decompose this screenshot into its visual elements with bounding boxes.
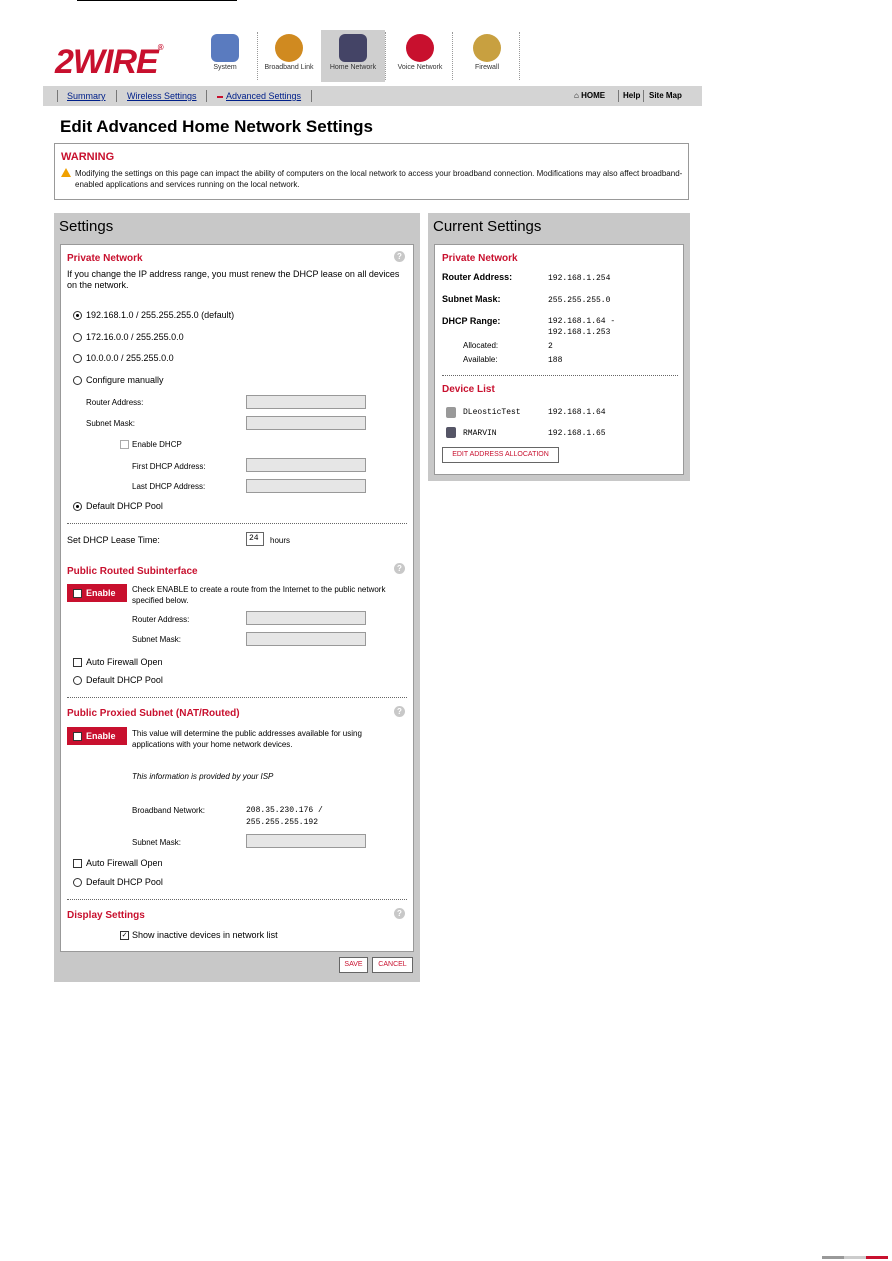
help-link[interactable]: Help [623, 91, 641, 100]
display-settings-heading: Display Settings [67, 910, 145, 921]
routed-subnet-label: Subnet Mask: [132, 635, 181, 644]
router-address-label: Router Address: [86, 398, 144, 407]
settings-body [60, 244, 414, 952]
current-settings-title: Current Settings [433, 218, 542, 235]
nav-divider [311, 90, 312, 102]
tab-broadband-link[interactable]: Broadband Link [257, 30, 321, 82]
tab-voice-network[interactable]: Voice Network [388, 30, 452, 82]
last-dhcp-label: Last DHCP Address: [132, 482, 206, 491]
footer-bar [844, 1256, 866, 1259]
section-divider [67, 899, 407, 900]
radio-configure-manually[interactable] [73, 376, 82, 385]
router-address-input[interactable] [246, 395, 366, 409]
tab-home-network[interactable]: Home Network [321, 30, 385, 82]
radio-label: 172.16.0.0 / 255.255.0.0 [86, 332, 184, 342]
settings-panel [54, 213, 420, 982]
radio-range-192[interactable] [73, 311, 82, 320]
wireless-settings-link[interactable]: Wireless Settings [127, 91, 197, 101]
tab-firewall[interactable]: Firewall [455, 30, 519, 82]
tab-separator [519, 32, 520, 80]
edit-address-allocation-button[interactable]: EDIT ADDRESS ALLOCATION [442, 447, 559, 463]
routed-description: Check ENABLE to create a route from the Internet to the public network specified below. [132, 585, 386, 605]
broadband-network-label: Broadband Network: [132, 806, 205, 815]
subnet-mask-label: Subnet Mask: [86, 419, 135, 428]
routed-auto-firewall-checkbox[interactable] [73, 658, 82, 667]
broadband-network-mask: 255.255.255.192 [246, 818, 319, 827]
lease-time-input[interactable]: 24 [246, 532, 264, 546]
globe-icon [275, 34, 303, 62]
warning-title: WARNING [61, 151, 115, 163]
first-dhcp-label: First DHCP Address: [132, 462, 206, 471]
allocated-value: 2 [548, 342, 553, 351]
summary-link[interactable]: Summary [67, 91, 106, 101]
warning-text: Modifying the settings on this page can impact the ability of computers on the local network to access your broadband connection. Modifications may also affect broadband-enabled applications and services running on the local network. [75, 169, 683, 189]
radio-label: 192.168.1.0 / 255.255.255.0 (default) [86, 310, 235, 320]
subnet-mask-input[interactable] [246, 416, 366, 430]
show-inactive-label: Show inactive devices in network list [132, 930, 278, 940]
nav-divider [116, 90, 117, 102]
router-address-label: Router Address: [442, 272, 513, 282]
help-icon[interactable]: ? [394, 251, 405, 262]
current-settings-body [434, 244, 684, 475]
public-proxied-heading: Public Proxied Subnet (NAT/Routed) [67, 708, 240, 719]
nav-divider [618, 90, 619, 102]
private-network-intro: If you change the IP address range, you must renew the DHCP lease on all devices on the network. [67, 269, 400, 290]
first-dhcp-input[interactable] [246, 458, 366, 472]
help-icon[interactable]: ? [394, 563, 405, 574]
house-icon: ⌂ [574, 91, 579, 100]
proxied-subnet-input[interactable] [246, 834, 366, 848]
allocated-label: Allocated: [463, 341, 499, 350]
tab-system[interactable]: System [193, 30, 257, 82]
auto-firewall-label: Auto Firewall Open [86, 657, 163, 667]
auto-firewall-label: Auto Firewall Open [86, 858, 163, 868]
phone-icon [406, 34, 434, 62]
section-divider [67, 523, 407, 524]
enable-dhcp-label: Enable DHCP [132, 440, 182, 449]
proxied-enable-button[interactable]: Enable [67, 727, 127, 745]
warning-box [54, 143, 689, 200]
footer-bar [866, 1256, 888, 1259]
device-name[interactable]: RMARVIN [463, 429, 497, 438]
available-value: 188 [548, 356, 563, 365]
device-name[interactable]: DLeosticTest [463, 408, 521, 417]
proxied-description: This value will determine the public addresses available for using applications with your home network devices. [132, 729, 362, 749]
enable-dhcp-checkbox[interactable] [120, 440, 129, 449]
device-list-heading: Device List [442, 384, 495, 395]
lease-time-label: Set DHCP Lease Time: [67, 535, 160, 545]
top-rule [77, 0, 237, 2]
site-map-link[interactable]: Site Map [649, 91, 682, 100]
computer-icon [446, 427, 456, 438]
current-settings-panel [428, 213, 690, 481]
system-icon [211, 34, 239, 62]
save-button[interactable]: SAVE [339, 957, 368, 973]
isp-note: This information is provided by your ISP [132, 772, 274, 781]
routed-subnet-input[interactable] [246, 632, 366, 646]
current-private-heading: Private Network [442, 253, 518, 264]
page-title: Edit Advanced Home Network Settings [60, 117, 373, 136]
tab-separator [385, 32, 386, 80]
home-network-icon [339, 34, 367, 62]
last-dhcp-input[interactable] [246, 479, 366, 493]
brand-logo[interactable]: 2WIRE® [55, 43, 163, 81]
computer-icon [446, 407, 456, 418]
dhcp-range-start: 192.168.1.64 - [548, 317, 616, 326]
subnet-mask-label: Subnet Mask: [442, 294, 501, 304]
device-ip: 192.168.1.64 [548, 408, 606, 417]
active-marker [217, 91, 226, 101]
dhcp-range-label: DHCP Range: [442, 316, 501, 326]
proxied-subnet-label: Subnet Mask: [132, 838, 181, 847]
help-icon[interactable]: ? [394, 908, 405, 919]
warning-icon [61, 168, 71, 177]
public-routed-heading: Public Routed Subinterface [67, 566, 198, 577]
radio-label: 10.0.0.0 / 255.255.0.0 [86, 353, 174, 363]
dhcp-range-end: 192.168.1.253 [548, 328, 611, 337]
nav-divider [206, 90, 207, 102]
lock-icon [473, 34, 501, 62]
enable-checkbox[interactable] [73, 589, 82, 598]
nav-divider [643, 90, 644, 102]
sub-navigation [43, 86, 702, 106]
section-divider [67, 697, 407, 698]
nav-divider [57, 90, 58, 102]
tab-separator [452, 32, 453, 80]
proxied-default-pool-radio[interactable] [73, 878, 82, 887]
home-link[interactable]: ⌂ HOME [574, 91, 606, 100]
settings-title: Settings [59, 218, 114, 235]
routed-enable-button[interactable]: Enable [67, 584, 127, 602]
routed-default-pool-radio[interactable] [73, 676, 82, 685]
router-address-value: 192.168.1.254 [548, 274, 611, 283]
radio-label: Default DHCP Pool [86, 501, 163, 511]
routed-router-input[interactable] [246, 611, 366, 625]
section-divider [442, 375, 678, 376]
radio-range-10[interactable] [73, 354, 82, 363]
show-inactive-checkbox[interactable]: ✓ [121, 932, 128, 939]
broadband-network-value: 208.35.230.176 / [246, 806, 323, 815]
proxied-auto-firewall-checkbox[interactable] [73, 859, 82, 868]
private-network-heading: Private Network [67, 253, 143, 264]
routed-router-label: Router Address: [132, 615, 190, 624]
cancel-button[interactable]: CANCEL [372, 957, 413, 973]
default-pool-label: Default DHCP Pool [86, 675, 163, 685]
lease-time-unit: hours [270, 536, 291, 545]
radio-label: Configure manually [86, 375, 164, 385]
device-ip: 192.168.1.65 [548, 429, 606, 438]
radio-range-172[interactable] [73, 333, 82, 342]
available-label: Available: [463, 355, 498, 364]
radio-default-dhcp-pool[interactable] [73, 502, 82, 511]
default-pool-label: Default DHCP Pool [86, 877, 163, 887]
advanced-settings-link[interactable]: Advanced Settings [226, 91, 302, 101]
subnet-mask-value: 255.255.255.0 [548, 296, 611, 305]
help-icon[interactable]: ? [394, 706, 405, 717]
enable-checkbox[interactable] [73, 732, 82, 741]
footer-bar [822, 1256, 844, 1259]
